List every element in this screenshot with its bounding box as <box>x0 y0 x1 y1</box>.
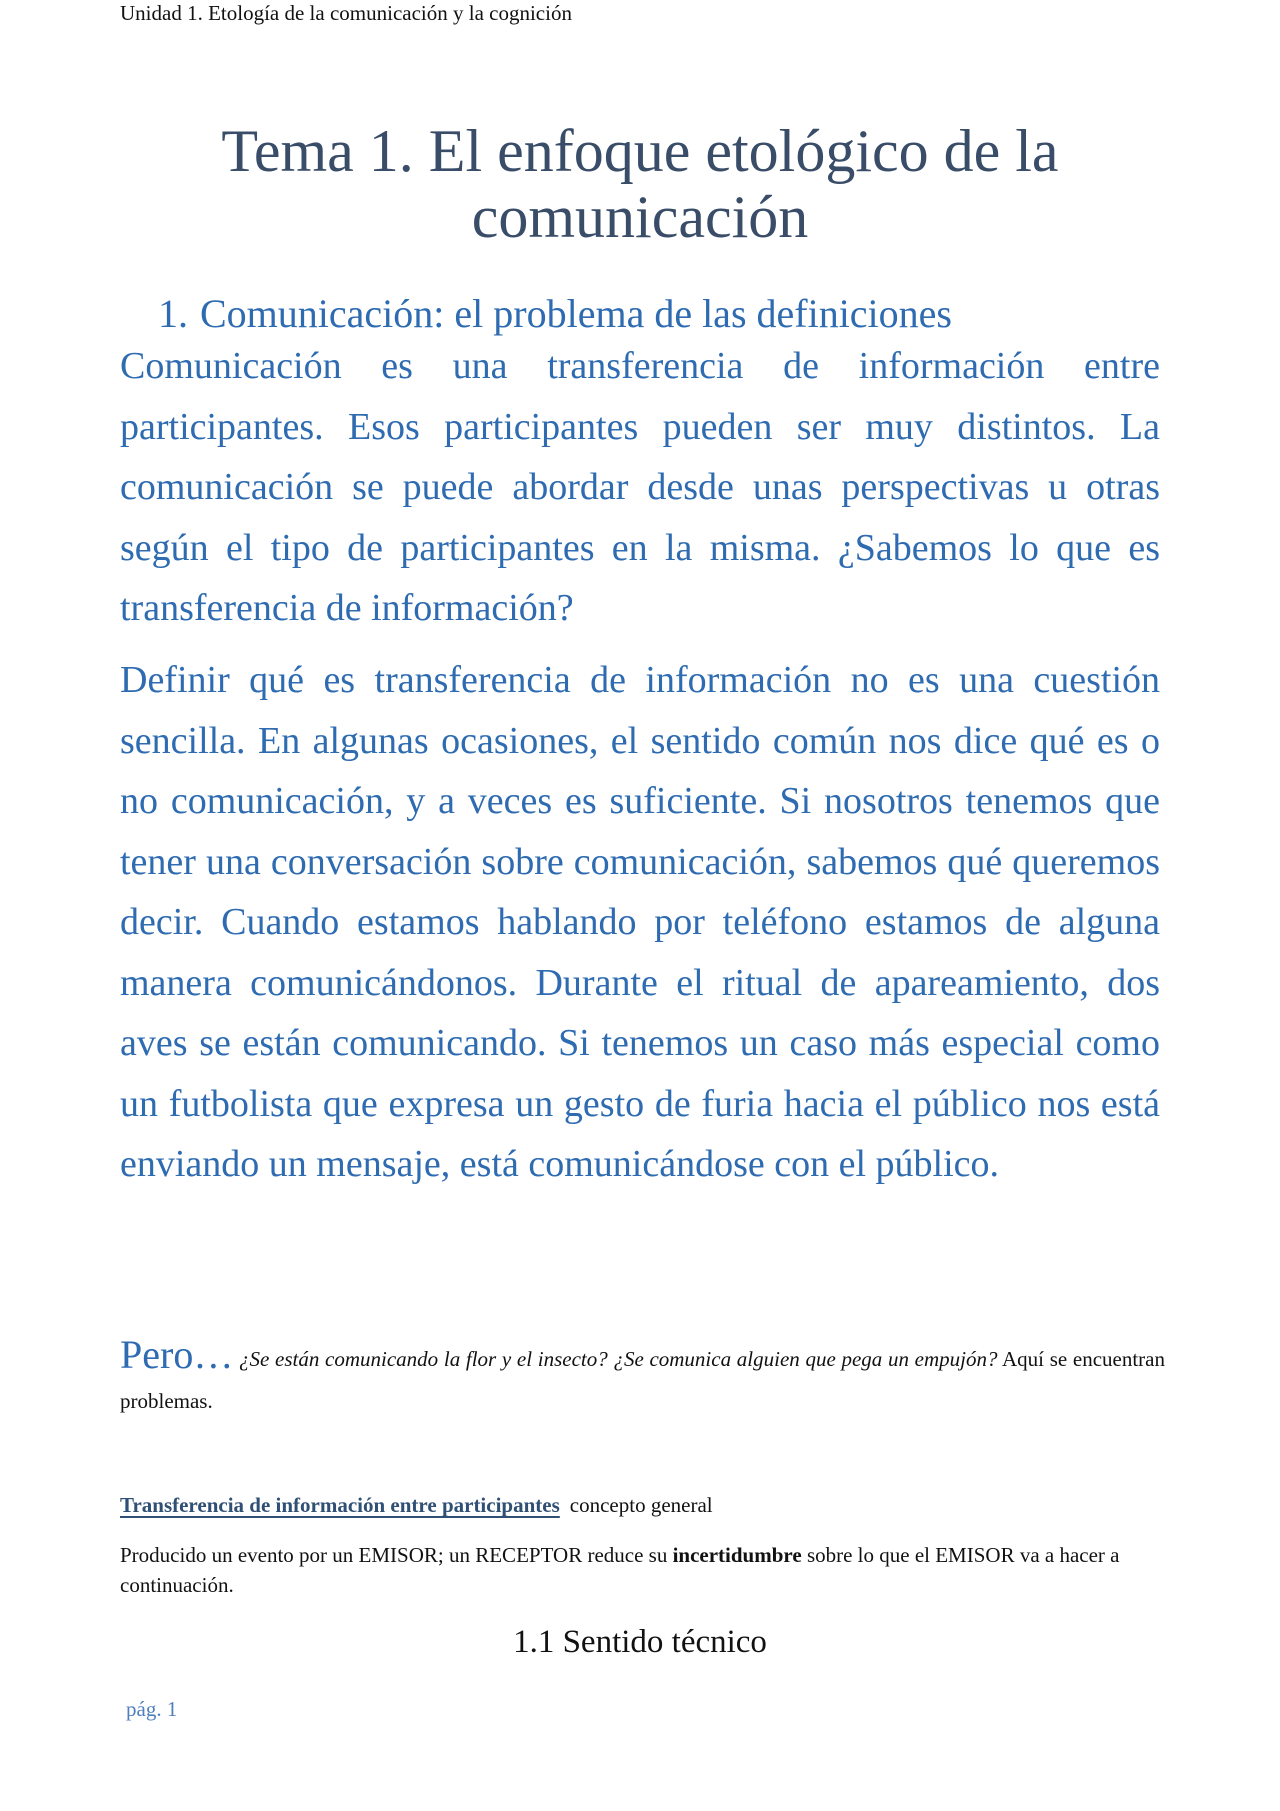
event-text-before: Producido un evento por un EMISOR; un RECEPTOR reduce su <box>120 1543 668 1567</box>
running-header: Unidad 1. Etología de la comunicación y la cognición <box>120 1 572 25</box>
document-title: Tema 1. El enfoque etológico de la comunicación <box>221 118 1059 250</box>
definition-term-link[interactable]: Transferencia de información entre participantes <box>120 1493 560 1517</box>
pero-questions: ¿Se están comunicando la flor y el insecto? ¿Se comunica alguien que pega un empujón? <box>239 1347 998 1371</box>
subsection-heading: 1.1 Sentido técnico <box>513 1624 767 1660</box>
event-bold-term: incertidumbre <box>672 1543 802 1567</box>
section-heading <box>158 290 952 338</box>
definition-difficulty-paragraph: Definir qué es transferencia de información no es una cuestión sencilla. En algunas ocasiones, el sentido común nos dice qué es o no comunicación, y a veces es suficiente. Si nosotros tenemos que tener una conversación sobre comunicación, sabemos qué queremos decir. Cuando estamos hablando por teléfono estamos de alguna manera comunicándonos. Durante el ritual de apareamiento, dos aves se están comunicando. Si tenemos un caso más especial como un futbolista que expresa un gesto de furia hacia el público nos está enviando un mensaje, está comunicándose con el público. <box>120 659 1160 1185</box>
event-text-after: sobre lo que el EMISOR va a hacer a continuación. <box>120 1543 1120 1597</box>
pero-lead: Pero… <box>120 1332 234 1377</box>
section-heading-text: Comunicación: el problema de las definiciones <box>200 291 952 336</box>
page-number: pág. 1 <box>126 1697 178 1721</box>
pero-paragraph <box>120 1334 1165 1422</box>
definition-description: concepto general <box>569 1493 713 1517</box>
pero-trailing: Aquí se encuentran problemas. <box>120 1347 1165 1413</box>
section-number: 1. <box>158 291 188 336</box>
event-paragraph <box>120 1540 1165 1600</box>
definition-line <box>120 1490 713 1520</box>
intro-paragraph: Comunicación es una transferencia de información entre participantes. Esos participantes pueden ser muy distintos. La comunicación se puede abordar desde unas perspectivas u otras según el tipo de participantes en la misma. ¿Sabemos lo que es transferencia de información? <box>120 345 1160 629</box>
